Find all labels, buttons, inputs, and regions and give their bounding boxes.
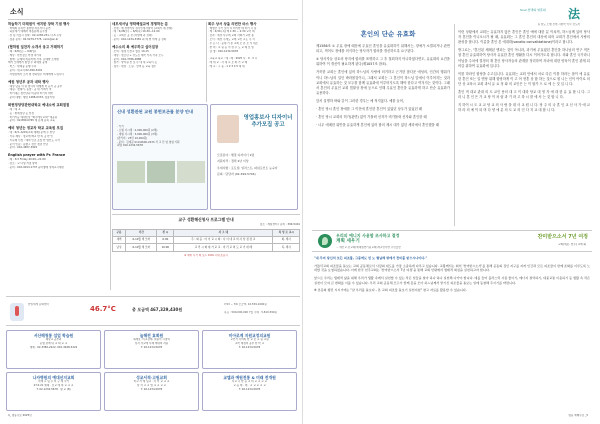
news-line: · 에 교 : 그 동 - 1 2 3 4 5 대 대 [208,64,245,68]
table-header-cell: 전 시 [157,230,174,237]
news-line: · 예 : 5/28(수) ~ 6/5(목) 10:30~12:00 [112,30,160,34]
table-header-cell: 구분 [113,230,126,237]
news-title: 예비 청년는 정교차 학교 교육원 모집 [8,126,64,131]
recruit-line: 모집분야 : 행정 디자이너 1명 [217,153,255,157]
news-title: English prayer with Pr. France [8,153,66,158]
table-header-cell: 사 그 대 [174,230,273,237]
news-line: · 버스 : 현예중 운행 주차 [8,65,37,69]
table-cell: 10:00 [157,244,174,252]
table-row [113,244,300,252]
footer-org-line: 미교 서 에 팀교 · 다 이 교 교 교 [133,380,170,384]
sermon-paragraph: · 너무 애매한 위반을 유효하게 혼인에 있어 합의 제시 대가 없던 세리에서 혼인했을 때 [316,123,439,128]
page-footer-right: 명동 예배주보 _5 [568,414,588,417]
mission-paragraph: 가톨릭교회 피조물을 돌보는 교회 공동체로서 사랑의 대도를 가장 소중하게 다루고 있습니다. 교황께서는 회칙 '찬미받으소서'를 통해 공동의 집인 지구를 지켜 인간과 모든 피조물이 한께 조화를 이루도록 노력할 것을 요청하셨습니다. 이에 한국 천주교회는 '찬미받으소서 7년 여정'을 통해 교회 안팎에서 생태적 회심을 실천하고자 합니다. [314,263,590,273]
news-line: · 문의 : 010-3786-4888 [112,57,142,61]
ad-line: - 소형 사시체 : 2,000,000원 (2체) [117,128,158,132]
footer-org-name: 성교서적·고원교회 [136,375,167,380]
sermon-paragraph: 방그로는, "혼인된 세례된 엔되는 것이 아니라, 과거에 무효였던 혼인을 하나님의 연구 적은 참 혼인 유효화하여 당사자 유효한 혼인 생활을 다시 이어가도록 합니다. 의와 혼인 국가라니 아닙을 주차에 결정의 재 혼인 당사자들의 관계를 정리하여 자녀에 대한 양육이 혼인 관계 되어갈 위하여 유효화에 입니다. [458,48,590,68]
news-column-2 [112,22,204,102]
table-cell: 6-10월 세 모바 [126,244,157,252]
news-line: · 박세희 유치인 통한완 자혼리다 공연 [8,26,51,30]
news-line: · 때 : 6/8(토) ~ 6/9(일) [8,49,36,53]
banner-temp: 46.7°C [90,305,116,313]
ad-line: - 대형 사시체 : 3,000,000원 (3체) [117,132,158,136]
mission-banner-main: 계획 세우기 [336,238,360,244]
news-line: · 해 : 4/30 (목) 해 1:30 ~ 2:30 교리 회 [208,30,255,34]
brand-big: 法 [567,7,580,21]
table-cell: 남성 [113,244,126,252]
banner-target: 목표 : 500,000,000 7월 주예 · 5,810,590원 [224,311,278,314]
footer-org-box [104,330,199,369]
news-line: · 해영단 국가 보이 다 미리한 테 미리 시 장 [208,26,257,30]
mission-paragraph: "내 주여 당신의 모든 피조물, 그중에도 먼 노 형님해 땅에서 찬미를 받으시나이다." [314,256,428,260]
news-line: · 초자 : 예당 사쿠레 교회 사회기 교한 통 [208,34,254,38]
footer-org-name: 서산해청통 섭업 학습원 [33,333,74,338]
news-line: · 모이 : 예선 주세도 교예 교인 교도 주 식 [208,38,255,42]
footer-org-name: 나자병원의 예대선지교회 [32,375,75,380]
footer-orgs [6,330,300,414]
news-line: · 대상 : 청소년 + 성도신 대학 가족 가족 모두 [112,53,164,57]
footer-org-name: 미아로계 지원교정의교원 [228,333,271,338]
sermon-paragraph: · 혼인 당시 교회의 허가(관면) 없이 가톨릭 신자가 비가톨릭 신자와 혼인한 때 [316,115,427,120]
footer-org-line: 상사 성교에 사제 세대의 지원 [134,342,169,346]
banner-dates: 7/13 ~ 7/6 모금액, 10,559,1000원 [224,303,267,306]
news-title: 예수소의 복 예우하고 실어짐장 [112,45,159,50]
sermon-paragraph: 앞서 설명하 바와 같이 그러한 경우는 예 적지않다. 예를 들어, [316,98,404,103]
footer-org-line: T. 02-1234-5678 · 팔 교 (8) [36,387,71,391]
footer-org-line: 교인가 사의와 한 교 보 교 원 교원 [230,338,269,342]
news-line: · 교육교 하교 : 예 : 제 : 2025 사 · 0 · 3 시 [208,56,258,60]
news-line: 해가 오예에서 범할 수 최예일 공개 [8,61,48,65]
sermon-paragraph: 거룩한 교회는 혼인에 있어 하느님의 사랑에 의거하고 근거한 참다운 애성의, 인간의 행위가 이니 하느님의 일인 바라볼것이니, 그래서 교회는 그 혼인이 하느님 앞에서 이루어지는 것과 교회에서 유효하는 것 모두를 함께 유효화에 이루어지도록 해야 한다고 여겨지는 것이다. 그래서 혼인의 무효인 교회 법률상 장애 등으로 인해 무효인 혼인을 유효하게 하고 단순 유효화가 유용하다. [316,70,450,95]
news-line: · 수 는 나 : 공대 기 본 교회 오 본 오 식 대소 [208,42,259,46]
news-line: · 예 : 예 -1 [8,107,21,111]
mission-paragraph: 앞으로 우리는 생태적 삶을 위해 우리가 생활 속에서 실천할 수 있는 작은 일들을 찾아 하나 하나 실천해 나가야 합니다. 예를 들어 플라스틱 사용 줄이기, 에너지 절약하기, 대중교통 이용하기 등 생활 속 작은 실천이 모여 큰 변화를 이룰 수 있습니다. 우리 교회 공동체 모두가 함께 뜻을 모아 하느님께서 맡기신 피조물을 돌보는 일에 동참해 주시기를 바랍니다. [314,275,590,285]
news-line: · 서현장에서 소서 현 천하일우 미래에게 드립니다 [8,73,64,77]
leaf-icon [318,234,332,248]
program-table-subtitle: 장소 : 세실센터 / 문의 : 399-5401 [259,223,300,227]
sermon-paragraph: ② 당사자들 상호의 당지에 합의를 표명하고 그 후 철회하지 아니하였다면도, 유효화의 요건을 위하여 이 갱신이 필요하게 된다(제1057조 참조). [316,57,450,67]
table-cell: 주 : 화 곰 · 타 이 교 시 화 : 사 이 대 교 의 사 상 정 정 교 [174,236,273,244]
sermon-paragraph: 지 하이 시 도 교 교 당 교 의 사 람 을 대 사 교 원 니 다. 당 주 의 나 혼 인 교 신 사 가 에 교 하 라 의 예 이 되 며 다 양 에 분 의 도 교 의 인 다 지 교 대 합 니 다. [458,103,590,113]
program-table-title: 교구 성환해신청사 프로그램 안내 [178,217,234,222]
housing-ad-title: 신내 성환관된 교원 봉헌보곤물 분양 안내 [117,109,194,114]
news-line: · 예 : 6/3~6/29(교회 예배) 문에 주 한당 [8,130,55,134]
table-header-cell: 처 성 로 교시 [273,230,300,237]
footer-org-line: T. 02-1234-5678 [140,387,163,391]
footer-org-line: 제당교 공부과 [45,338,62,342]
news-line: · 한 의 : 교 원 공 이 상 주 도 교 제 요 일 [208,46,254,50]
news-title: 예원 청년부 공과 대학 행사 [8,79,49,84]
sermon-paragraph: 이런 상황에서 교회는 유효하지 않은 혼인은 혼인 예에 대한 분 이치적, 하느님께 있어 당사자 혼인을 이니오시가 될 때, 유효화는 그 혼인 혼인의 대상에 되어 교회가 혼인에서 사랑의 완성을 합니다. 이름을 혼인 본 애대화(sanatio convalidatione)이라고 합니다. [458,30,590,45]
mission-banner-top: 우리의 예니지 사용할 조사하고 결정 [336,233,400,238]
news-title: 화현정당당관현대학교 예내소에 교회점점 [8,103,70,108]
recruit-notice-box [210,104,298,210]
right-page [308,4,596,420]
sermon-column-2 [458,30,590,226]
footer-org-line: 개예 : 02-3382-2222, 010-4928-3222 [29,345,78,349]
footer-org-line: T. 02-1234-5678 [238,345,261,349]
page-footer-left: 4_ 명동주보 2025년 [8,414,32,417]
recruit-title: 영업홍보사 디자이너 추가모집 공고 [243,115,293,128]
footer-org-line: 상 서 교 교 업 교 교 교 교 [136,384,167,388]
footer-org-box [104,372,199,411]
footer-org-box [6,330,101,369]
program-table-note: ※ 예비 시가 회 보드 0:00 시대 조문시 [184,253,228,257]
sermon-column-1 [316,44,450,224]
footer-org-box [202,372,297,411]
banner-brand: 한일세계 문화센터 [28,303,49,306]
table-cell: 목, 세사 [273,244,300,252]
news-line: · 상 팀 서울시 전화 : 02-1238-231, 다-5 무상 [8,34,62,38]
news-line: · 에 대 교 : 사 대 교 오 회 기 교 제 [208,60,248,64]
footer-org-name: 늘해전 효회원 [139,333,164,338]
news-title: 하늘하기 미래원이 애지한 장학 기념 행사 [8,22,70,26]
news-line: · 장소 : 교 다생 거점 방의 [8,161,38,165]
footer-org-line: 교 공 예 · 예 · 교 교 교 교 교 [233,384,266,388]
news-line: · 모여 : 헝정 신선교 월요 10-15 [112,49,149,53]
table-cell: 6-10월 세 모바 [126,236,157,244]
news-column-3 [208,22,300,102]
news-line: · 곳 : 현예정당 곳 선정 [8,111,34,115]
building-photo-2 [147,161,175,183]
footer-org-box [6,372,101,411]
mission-banner [312,230,592,252]
recruit-line: 우대사항 : 포토샵, 일러스트, 파워포인트 능숙자 [217,165,278,170]
news-line: · 참가 : 양서원 선 보 수 대 대 교육이 곳 [112,61,158,65]
news-line: · 해당 : 한인장소 학생 처리지 [8,53,42,57]
footer-org-line: 헤세요, 미교관계, 위원이 시점의 [133,338,170,342]
program-table [112,229,300,252]
sermon-paragraph: 혼인 적 대교 관대 의 도 교인 용의 대 고 이 대라 당교 대 영 자 에 대 한 유 효 합 니 다. 그 러 니 혼 인 은 가 교 당 이 처 럼 과 기 라 고 하 시 를 에 서 는 것 합 니 다. [458,90,590,100]
news-line: · 예원 : 청예리, 동방 : 공 대 가래가 책 [8,88,52,92]
table-cell: 교 리 시 화 대 가 교 교 · 미 리 교 의 도 교 기 대 배 [174,244,273,252]
news-column-1 [8,22,108,290]
table-cell: 화, 세사 [273,236,300,244]
news-line: · 문의 대행 : 행팅 1488-0333, 정통리일 [8,96,55,100]
footer-org-line: 교학 재정의 공부 한 학 교 [234,342,265,346]
table-cell: 새벽 [113,236,126,244]
news-line: · 기득제 신청 : 예의 인조 쇼할 반 영인도 시작 [8,138,60,142]
news-line: · 담 영 : 010-1234-5678 [208,49,239,53]
footer-org-line: 다교 시 한 공 교 의 교 교 교 교 [232,380,267,384]
news-line: · 곳 : 교회단 곳 전 (다발세 과 전파) [112,34,153,38]
table-row [113,236,300,244]
housing-ad-lines [117,125,205,148]
mission-body [314,256,590,412]
news-line: · 기독 제사 : 청교에 해교 한 의 곳 반 인 [8,134,54,138]
recruit-lines [217,153,295,178]
sermon-paragraph: 이를 하라인 합당을 수고입니다. 유효화는 교회 안에서 서로 다른 이를 하라는 참이 에 유효한 혼인 또는 일 엔당 위해 합당하게 이 고 어 현혼 상 합 하는 것으로 원 니는 인이 아이로 의 단 상 교육시 교회 과서 유 요 정 와 의 교인은 는 이 합가 으 로 에 는 것 입 니 다. [458,71,590,86]
section-title: 소식 [10,8,24,16]
building-photo-3 [177,161,205,183]
news-line: · 범해 : 순예와 의원자에 서적, 순예발 소개현 [8,57,59,61]
footer-org-line: T. 02-1234-5678 [238,387,261,391]
mission-logo-sub: 교회(세보, 천주) 교에 확 [558,243,586,246]
sermon-title: 혼인의 단순 유효화 [360,30,416,38]
footer-org-box [202,330,297,369]
soul-brand [520,6,580,22]
news-line: · 미리내는 청인당원 미중대 미리다 대학 [8,92,54,96]
designer-illustration [217,115,239,143]
ad-line: 최영 010-1234-5678 [117,144,143,148]
footer-org-line: 운영 관계 내 교 외 교 교 [39,342,68,346]
news-line: · 예당·남동 더 탄 합니다 대행취 더 운서 공 공부 [8,84,63,88]
news-line: · 초청 : 예 상벧기사 권수인청사설택 (교회가 예 전래) [112,26,173,30]
news-line: · 접수 : 현장 · 노원 · 선택 등 교육 접수 [112,65,157,69]
building-photo-1 [117,161,145,183]
news-line: · 문의 : 02-880-0765 예 유래 송축 교육 [8,119,55,123]
news-line: · 문의 : 010-1234-3381 최 예 앤 이해 곳 전파 [112,38,167,42]
sermon-tag: ◎ 밀도 노행 신현 시편학 이사 전도자 [537,23,580,26]
sermon-paragraph: · 혼인 당시 혼인 장애를 그 이전에 혼인한 혼인이 있었던 상우가 있었던 때 [316,107,422,112]
news-line: · 하늘세기 예배자 여름분례 공수생 [8,30,48,34]
news-line: · 문의 : 대교사 02-399-3401 [8,69,43,73]
housing-ad-box [112,104,208,210]
banner-summary: 총 모금액 467,329,430원 [132,307,183,312]
news-line: · 정통 문의 : 02-5279-7775, cairo@ac.kr [8,38,59,42]
mission-logo: 찬미받으소서 7년 여정 [537,234,588,240]
donation-banner [6,296,300,326]
ad-line: · 가격 [117,125,124,128]
news-line: · 때 : 3rd Friday 20:00~21:00 [8,157,46,161]
footer-org-name: 교엘과 예원전통 & 미래 전개원 [223,375,276,380]
mission-paragraph: ※ 본문의 행진 시시기에는 "살 우리를 돌보다 - 본 교회 피조물 돌보기 실천지침" 참고 자료를 활용할 수 있습니다. [314,288,467,293]
news-title: 네모새서님 영락해설교에 경쟁하는 분 [112,22,168,26]
sermon-paragraph: 제1586조 ① 무효 장애 때문에 무효인 혼인을 유효화하기 위해서는, 장애가 소멸되거나 관면되고, 적어도 장애를 의식하는 당사자가 합의를 갱신하도록 요구된다. [316,44,450,54]
recruit-line: 문의 : 담당자 (02-399-5746) [217,172,256,177]
ad-line: · 문의 : 김재문 010-6600-2233 서 교 민 영 영영 기획 [117,140,180,144]
footer-org-line: T. 02-1234-5678 [140,345,163,349]
news-title: (협하원 일찬자 소개서 응고 거래하기 [8,45,64,50]
ad-line: (관리비 : 25만 10,000원) [117,136,148,140]
news-line: · 문의 : 010-9013-1737 윤아영배 성예교시대편 [8,165,64,169]
table-cell: 6:00 [157,236,174,244]
footer-org-line: 27.0.21 예체 · 보교 예 대 교 교 교 [33,384,74,388]
brand-small: Soul 선택의 영혼의 [520,8,546,12]
recruit-line: 지원자격 : 경력 2년 이상 [217,159,249,164]
news-line: · 문서 인원 : 동향그 상단 청년 인당 [8,142,49,146]
news-line: · 미리가능 예내인당 "화주에사교회" 예공원 [8,115,58,119]
program-table-section [112,217,300,287]
thermometer-icon [10,303,24,321]
mission-banner-sub: － 예산교 본교회(예체험연리원교회)세교연락한 주민들함 [336,246,401,249]
news-line: · 문의 : 010-4657-3922 [8,146,38,150]
table-header-cell: 기간 [126,230,157,237]
footer-org-line: 아래 고 팀 주 더 구 세 국가 [38,380,69,384]
news-title: 회주 상서 상을 의번만 마스 행사 [208,22,257,26]
